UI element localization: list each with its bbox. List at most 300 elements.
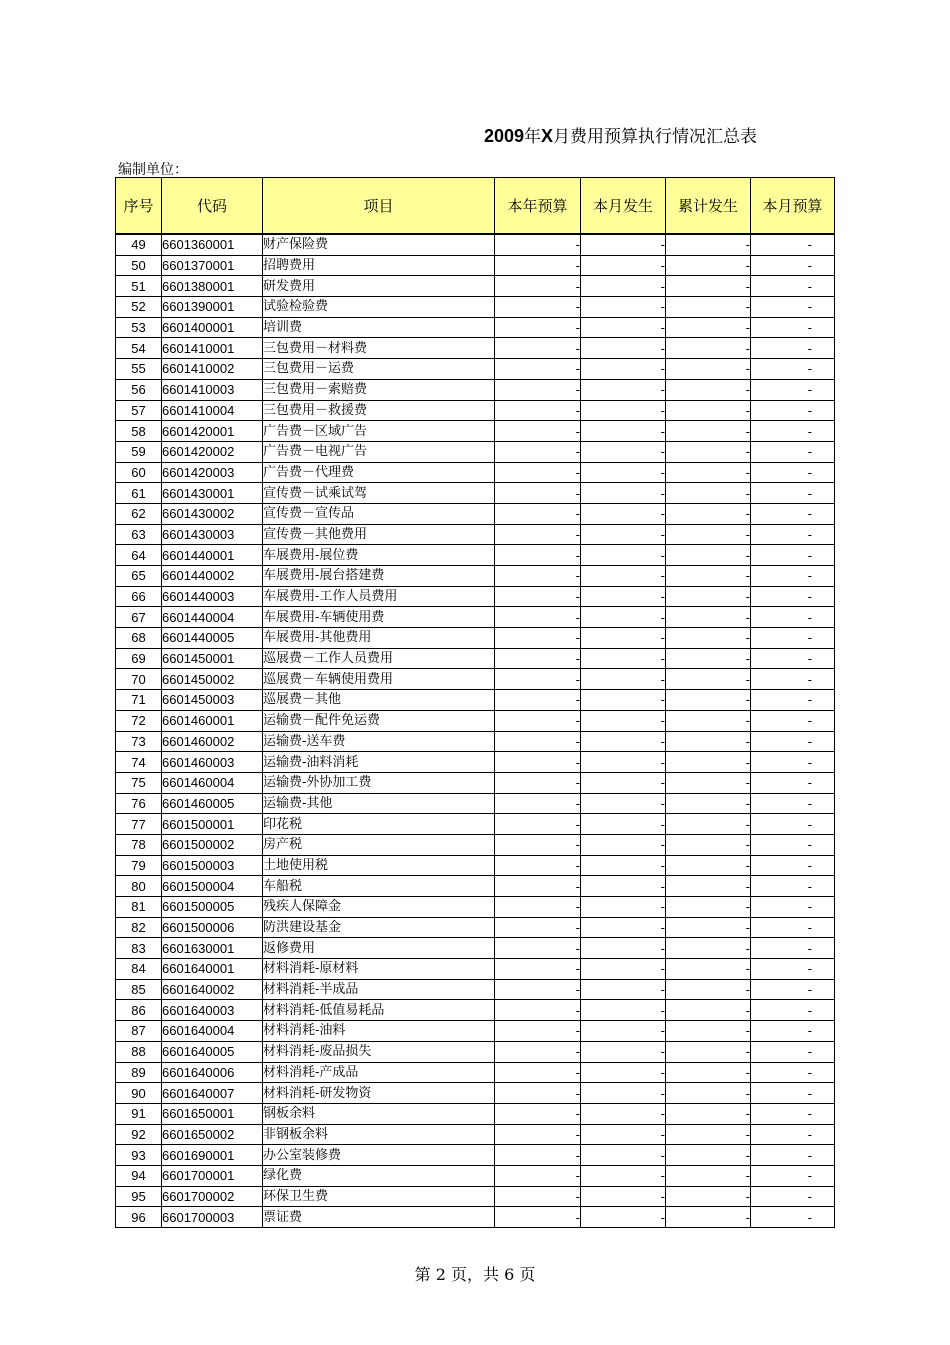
row-year-budget: - — [495, 959, 581, 980]
row-cumulative: - — [666, 255, 751, 276]
row-year-budget: - — [495, 317, 581, 338]
row-cumulative: - — [666, 276, 751, 297]
row-seq: 60 — [116, 462, 162, 483]
row-cumulative: - — [666, 731, 751, 752]
row-year-budget: - — [495, 1186, 581, 1207]
row-cumulative: - — [666, 917, 751, 938]
table-row — [116, 690, 835, 711]
row-code: 6601460004 — [162, 772, 263, 793]
row-cumulative: - — [666, 421, 751, 442]
row-seq: 66 — [116, 586, 162, 607]
row-item: 房产税 — [263, 834, 495, 855]
row-month-actual: - — [581, 1021, 666, 1042]
row-item: 材料消耗-原材料 — [263, 959, 495, 980]
table-row — [116, 876, 835, 897]
row-cumulative: - — [666, 814, 751, 835]
row-cumulative: - — [666, 1000, 751, 1021]
row-month-actual: - — [581, 524, 666, 545]
row-code: 6601420002 — [162, 441, 263, 462]
row-month-actual: - — [581, 359, 666, 380]
table-row — [116, 566, 835, 587]
table-row — [116, 234, 835, 255]
row-month-budget: - — [751, 834, 835, 855]
row-month-budget: - — [751, 772, 835, 793]
row-item: 宣传费－宣传品 — [263, 503, 495, 524]
row-cumulative: - — [666, 793, 751, 814]
row-year-budget: - — [495, 793, 581, 814]
row-seq: 50 — [116, 255, 162, 276]
row-code: 6601410003 — [162, 379, 263, 400]
row-month-budget: - — [751, 938, 835, 959]
table-row — [116, 607, 835, 628]
row-item: 材料消耗-半成品 — [263, 979, 495, 1000]
table-row — [116, 1186, 835, 1207]
row-item: 研发费用 — [263, 276, 495, 297]
row-item: 车船税 — [263, 876, 495, 897]
row-month-budget: - — [751, 359, 835, 380]
row-month-budget: - — [751, 1103, 835, 1124]
row-month-actual: - — [581, 1124, 666, 1145]
row-item: 防洪建设基金 — [263, 917, 495, 938]
row-year-budget: - — [495, 979, 581, 1000]
row-code: 6601650002 — [162, 1124, 263, 1145]
row-year-budget: - — [495, 1145, 581, 1166]
table-row — [116, 897, 835, 918]
row-month-actual: - — [581, 855, 666, 876]
row-year-budget: - — [495, 917, 581, 938]
row-year-budget: - — [495, 255, 581, 276]
table-row — [116, 979, 835, 1000]
row-seq: 62 — [116, 503, 162, 524]
row-month-actual: - — [581, 421, 666, 442]
row-item: 材料消耗-废品损失 — [263, 1041, 495, 1062]
page-footer: 第 2 页，共 6 页 — [414, 1265, 536, 1284]
row-cumulative: - — [666, 1145, 751, 1166]
row-code: 6601440001 — [162, 545, 263, 566]
row-year-budget: - — [495, 648, 581, 669]
row-seq: 54 — [116, 338, 162, 359]
row-month-actual: - — [581, 1083, 666, 1104]
row-month-budget: - — [751, 814, 835, 835]
row-code: 6601360001 — [162, 234, 263, 255]
row-year-budget: - — [495, 938, 581, 959]
row-code: 6601640003 — [162, 1000, 263, 1021]
row-cumulative: - — [666, 1062, 751, 1083]
table-row — [116, 359, 835, 380]
row-month-actual: - — [581, 276, 666, 297]
row-item: 巡展费－车辆使用费用 — [263, 669, 495, 690]
row-code: 6601420001 — [162, 421, 263, 442]
table-row — [116, 917, 835, 938]
row-year-budget: - — [495, 586, 581, 607]
row-item: 车展费用-展台搭建费 — [263, 566, 495, 587]
table-row — [116, 938, 835, 959]
row-year-budget: - — [495, 524, 581, 545]
row-item: 招聘费用 — [263, 255, 495, 276]
table-row — [116, 814, 835, 835]
header-year-budget: 本年预算 — [495, 178, 581, 235]
row-seq: 90 — [116, 1083, 162, 1104]
row-year-budget: - — [495, 731, 581, 752]
row-seq: 63 — [116, 524, 162, 545]
row-code: 6601400001 — [162, 317, 263, 338]
row-month-actual: - — [581, 897, 666, 918]
row-month-budget: - — [751, 503, 835, 524]
budget-table — [115, 177, 835, 1228]
row-year-budget: - — [495, 1021, 581, 1042]
row-month-actual: - — [581, 959, 666, 980]
row-cumulative: - — [666, 1021, 751, 1042]
row-cumulative: - — [666, 897, 751, 918]
row-cumulative: - — [666, 317, 751, 338]
row-month-actual: - — [581, 834, 666, 855]
row-month-budget: - — [751, 917, 835, 938]
row-seq: 74 — [116, 752, 162, 773]
row-seq: 76 — [116, 793, 162, 814]
row-year-budget: - — [495, 421, 581, 442]
compiling-unit-label: 编制单位： — [118, 162, 188, 178]
row-seq: 49 — [116, 234, 162, 255]
table-row — [116, 793, 835, 814]
table-row — [116, 1103, 835, 1124]
row-item: 巡展费－工作人员费用 — [263, 648, 495, 669]
table-row — [116, 276, 835, 297]
header-month-actual: 本月发生 — [581, 178, 666, 235]
row-month-actual: - — [581, 1186, 666, 1207]
row-cumulative: - — [666, 297, 751, 318]
row-month-actual: - — [581, 752, 666, 773]
table-row — [116, 338, 835, 359]
row-code: 6601450002 — [162, 669, 263, 690]
row-month-actual: - — [581, 793, 666, 814]
row-seq: 53 — [116, 317, 162, 338]
row-code: 6601640007 — [162, 1083, 263, 1104]
table-row — [116, 834, 835, 855]
row-item: 钢板余料 — [263, 1103, 495, 1124]
row-item: 三包费用－救援费 — [263, 400, 495, 421]
row-month-budget: - — [751, 1021, 835, 1042]
row-cumulative: - — [666, 979, 751, 1000]
row-cumulative: - — [666, 1041, 751, 1062]
row-item: 运输费-送车费 — [263, 731, 495, 752]
row-seq: 61 — [116, 483, 162, 504]
row-month-budget: - — [751, 545, 835, 566]
row-cumulative: - — [666, 772, 751, 793]
table-row — [116, 669, 835, 690]
row-month-actual: - — [581, 876, 666, 897]
row-month-budget: - — [751, 379, 835, 400]
row-code: 6601500003 — [162, 855, 263, 876]
title-rest: 月费用预算执行情况汇总表 — [553, 127, 758, 147]
row-cumulative: - — [666, 648, 751, 669]
table-row — [116, 297, 835, 318]
row-month-budget: - — [751, 752, 835, 773]
row-year-budget: - — [495, 1207, 581, 1228]
table-row — [116, 752, 835, 773]
row-cumulative: - — [666, 545, 751, 566]
row-month-actual: - — [581, 1145, 666, 1166]
table-row — [116, 255, 835, 276]
table-row — [116, 710, 835, 731]
header-code: 代码 — [162, 178, 263, 235]
row-code: 6601390001 — [162, 297, 263, 318]
row-seq: 55 — [116, 359, 162, 380]
table-row — [116, 855, 835, 876]
table-row — [116, 441, 835, 462]
row-seq: 77 — [116, 814, 162, 835]
row-month-actual: - — [581, 669, 666, 690]
table-row — [116, 503, 835, 524]
row-code: 6601450001 — [162, 648, 263, 669]
row-seq: 59 — [116, 441, 162, 462]
row-item: 环保卫生费 — [263, 1186, 495, 1207]
row-month-budget: - — [751, 793, 835, 814]
row-item: 三包费用－运费 — [263, 359, 495, 380]
table-row — [116, 731, 835, 752]
row-month-budget: - — [751, 1124, 835, 1145]
row-code: 6601640004 — [162, 1021, 263, 1042]
row-cumulative: - — [666, 710, 751, 731]
row-month-actual: - — [581, 1000, 666, 1021]
row-code: 6601690001 — [162, 1145, 263, 1166]
row-month-actual: - — [581, 938, 666, 959]
row-year-budget: - — [495, 1041, 581, 1062]
row-month-actual: - — [581, 1207, 666, 1228]
row-code: 6601430001 — [162, 483, 263, 504]
table-row — [116, 400, 835, 421]
row-seq: 87 — [116, 1021, 162, 1042]
row-item: 运输费-外协加工费 — [263, 772, 495, 793]
row-month-budget: - — [751, 483, 835, 504]
row-seq: 58 — [116, 421, 162, 442]
row-seq: 85 — [116, 979, 162, 1000]
row-month-budget: - — [751, 462, 835, 483]
table-row — [116, 772, 835, 793]
row-month-actual: - — [581, 317, 666, 338]
row-code: 6601500006 — [162, 917, 263, 938]
row-month-budget: - — [751, 979, 835, 1000]
row-code: 6601640002 — [162, 979, 263, 1000]
header-seq: 序号 — [116, 178, 162, 235]
row-month-actual: - — [581, 586, 666, 607]
row-year-budget: - — [495, 1103, 581, 1124]
row-seq: 52 — [116, 297, 162, 318]
row-year-budget: - — [495, 297, 581, 318]
row-year-budget: - — [495, 855, 581, 876]
row-year-budget: - — [495, 379, 581, 400]
row-cumulative: - — [666, 628, 751, 649]
header-cumulative: 累计发生 — [666, 178, 751, 235]
row-code: 6601460002 — [162, 731, 263, 752]
row-item: 财产保险费 — [263, 234, 495, 255]
row-month-actual: - — [581, 503, 666, 524]
row-seq: 70 — [116, 669, 162, 690]
row-code: 6601370001 — [162, 255, 263, 276]
row-cumulative: - — [666, 483, 751, 504]
row-month-budget: - — [751, 400, 835, 421]
row-seq: 80 — [116, 876, 162, 897]
row-year-budget: - — [495, 462, 581, 483]
row-month-budget: - — [751, 317, 835, 338]
row-cumulative: - — [666, 752, 751, 773]
row-cumulative: - — [666, 1186, 751, 1207]
row-seq: 83 — [116, 938, 162, 959]
row-month-budget: - — [751, 607, 835, 628]
row-cumulative: - — [666, 669, 751, 690]
row-month-budget: - — [751, 731, 835, 752]
row-month-actual: - — [581, 379, 666, 400]
row-item: 宣传费－试乘试驾 — [263, 483, 495, 504]
row-code: 6601640005 — [162, 1041, 263, 1062]
row-month-budget: - — [751, 1186, 835, 1207]
row-item: 车展费用-车辆使用费 — [263, 607, 495, 628]
row-item: 宣传费－其他费用 — [263, 524, 495, 545]
row-seq: 93 — [116, 1145, 162, 1166]
row-month-budget: - — [751, 690, 835, 711]
table-row — [116, 462, 835, 483]
row-cumulative: - — [666, 503, 751, 524]
row-code: 6601410002 — [162, 359, 263, 380]
row-seq: 67 — [116, 607, 162, 628]
row-year-budget: - — [495, 1165, 581, 1186]
row-month-budget: - — [751, 1062, 835, 1083]
row-cumulative: - — [666, 338, 751, 359]
row-item: 材料消耗-油料 — [263, 1021, 495, 1042]
row-seq: 71 — [116, 690, 162, 711]
row-month-budget: - — [751, 648, 835, 669]
report-title — [484, 122, 757, 147]
header-month-budget: 本月预算 — [751, 178, 835, 235]
row-month-actual: - — [581, 979, 666, 1000]
row-year-budget: - — [495, 400, 581, 421]
row-month-budget: - — [751, 524, 835, 545]
row-month-budget: - — [751, 669, 835, 690]
row-item: 印花税 — [263, 814, 495, 835]
row-month-actual: - — [581, 566, 666, 587]
row-seq: 81 — [116, 897, 162, 918]
row-month-actual: - — [581, 441, 666, 462]
row-code: 6601460001 — [162, 710, 263, 731]
table-row — [116, 1041, 835, 1062]
header-row — [116, 178, 835, 235]
row-item: 运输费-油料消耗 — [263, 752, 495, 773]
row-item: 材料消耗-研发物资 — [263, 1083, 495, 1104]
row-code: 6601420003 — [162, 462, 263, 483]
row-cumulative: - — [666, 524, 751, 545]
row-month-actual: - — [581, 338, 666, 359]
row-month-budget: - — [751, 897, 835, 918]
row-item: 广告费－代理费 — [263, 462, 495, 483]
row-month-actual: - — [581, 1041, 666, 1062]
row-cumulative: - — [666, 1165, 751, 1186]
row-code: 6601410004 — [162, 400, 263, 421]
row-seq: 57 — [116, 400, 162, 421]
row-seq: 56 — [116, 379, 162, 400]
row-cumulative: - — [666, 690, 751, 711]
table-row — [116, 524, 835, 545]
row-seq: 75 — [116, 772, 162, 793]
row-year-budget: - — [495, 690, 581, 711]
row-cumulative: - — [666, 855, 751, 876]
row-seq: 79 — [116, 855, 162, 876]
table-row — [116, 483, 835, 504]
table-row — [116, 959, 835, 980]
row-month-budget: - — [751, 1041, 835, 1062]
row-item: 三包费用－材料费 — [263, 338, 495, 359]
row-month-budget: - — [751, 234, 835, 255]
row-code: 6601430003 — [162, 524, 263, 545]
row-cumulative: - — [666, 1124, 751, 1145]
row-item: 广告费－区域广告 — [263, 421, 495, 442]
row-cumulative: - — [666, 959, 751, 980]
row-month-budget: - — [751, 255, 835, 276]
table-row — [116, 1000, 835, 1021]
row-month-budget: - — [751, 441, 835, 462]
row-year-budget: - — [495, 1000, 581, 1021]
row-month-actual: - — [581, 234, 666, 255]
row-cumulative: - — [666, 566, 751, 587]
row-month-budget: - — [751, 1083, 835, 1104]
row-month-budget: - — [751, 628, 835, 649]
row-item: 巡展费－其他 — [263, 690, 495, 711]
row-item: 土地使用税 — [263, 855, 495, 876]
row-item: 材料消耗-低值易耗品 — [263, 1000, 495, 1021]
row-month-actual: - — [581, 772, 666, 793]
row-cumulative: - — [666, 876, 751, 897]
row-month-actual: - — [581, 628, 666, 649]
row-month-budget: - — [751, 338, 835, 359]
row-year-budget: - — [495, 710, 581, 731]
row-cumulative: - — [666, 441, 751, 462]
row-code: 6601440005 — [162, 628, 263, 649]
row-month-budget: - — [751, 959, 835, 980]
row-code: 6601500001 — [162, 814, 263, 835]
row-cumulative: - — [666, 462, 751, 483]
row-item: 培训费 — [263, 317, 495, 338]
row-cumulative: - — [666, 379, 751, 400]
row-code: 6601410001 — [162, 338, 263, 359]
row-item: 办公室装修费 — [263, 1145, 495, 1166]
row-cumulative: - — [666, 586, 751, 607]
row-year-budget: - — [495, 814, 581, 835]
row-code: 6601640001 — [162, 959, 263, 980]
row-item: 票证费 — [263, 1207, 495, 1228]
title-month-placeholder: X — [541, 126, 554, 146]
row-month-actual: - — [581, 545, 666, 566]
row-year-budget: - — [495, 503, 581, 524]
row-cumulative: - — [666, 834, 751, 855]
row-item: 运输费-其他 — [263, 793, 495, 814]
row-seq: 89 — [116, 1062, 162, 1083]
row-month-budget: - — [751, 710, 835, 731]
table-row — [116, 1083, 835, 1104]
row-code: 6601700002 — [162, 1186, 263, 1207]
table-row — [116, 379, 835, 400]
row-year-budget: - — [495, 276, 581, 297]
table-row — [116, 1145, 835, 1166]
row-year-budget: - — [495, 834, 581, 855]
row-seq: 64 — [116, 545, 162, 566]
row-seq: 65 — [116, 566, 162, 587]
row-month-budget: - — [751, 855, 835, 876]
row-code: 6601630001 — [162, 938, 263, 959]
row-year-budget: - — [495, 876, 581, 897]
row-code: 6601440003 — [162, 586, 263, 607]
row-cumulative: - — [666, 1083, 751, 1104]
table-row — [116, 545, 835, 566]
row-year-budget: - — [495, 483, 581, 504]
row-code: 6601500005 — [162, 897, 263, 918]
